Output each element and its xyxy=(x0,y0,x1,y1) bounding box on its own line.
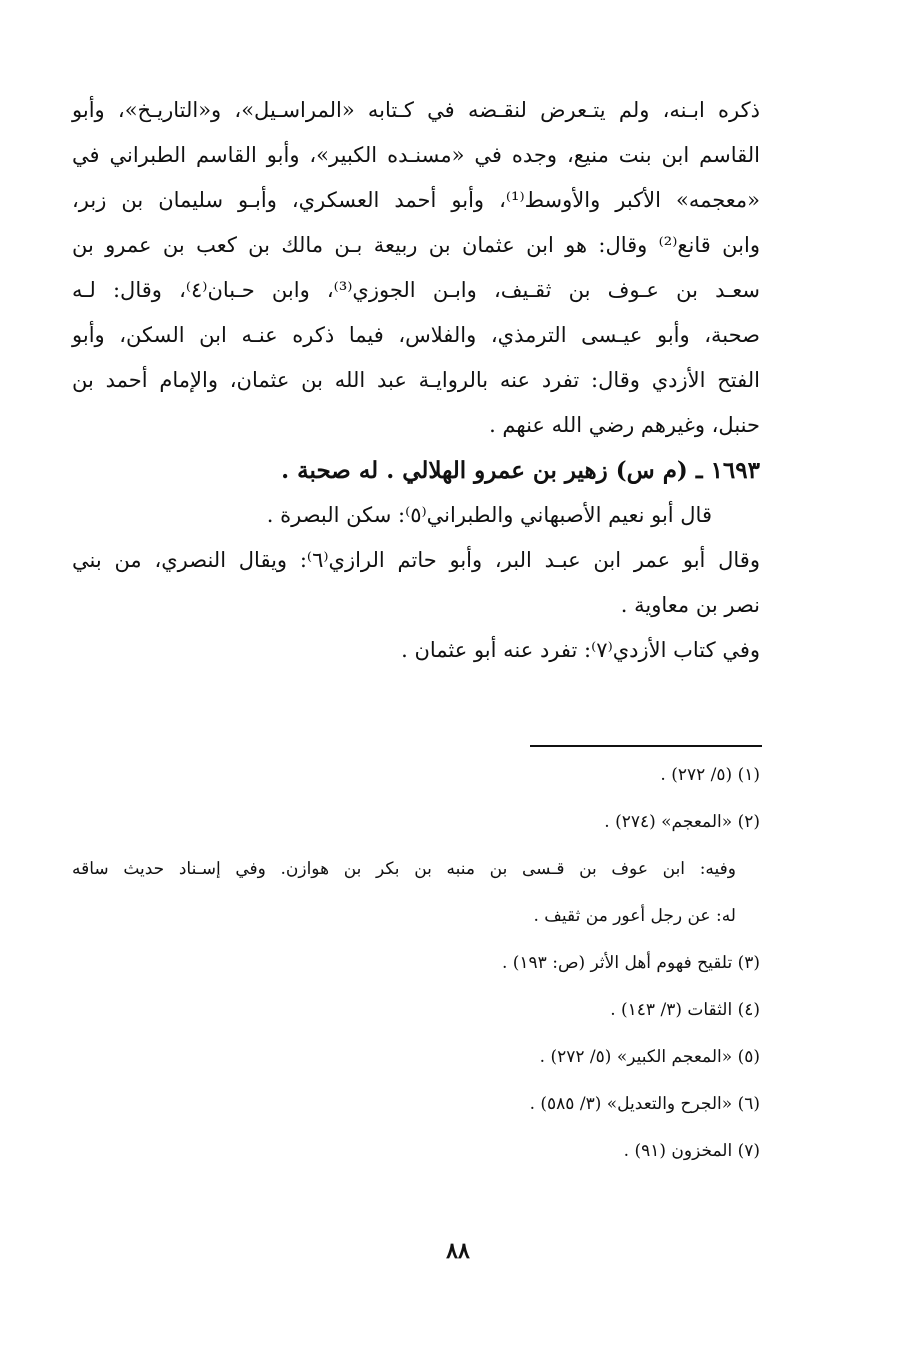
text-line: القاسم ابن بنت منيع، وجده في «مسنـده الكبير»، وأبو القاسم الطبراني في xyxy=(72,143,760,167)
page-number: ٨٨ xyxy=(446,1238,470,1264)
footnote-continuation: وفيه: ابن عوف بن قـسى بن منبه بن بكر بن هوازن. وفي إسـناد حديث ساقه xyxy=(72,859,736,879)
footnote: (٥) «المعجم الكبير» (٥/ ٢٧٢) . xyxy=(539,1047,760,1067)
text-line: الفتح الأزدي وقال: تفرد عنه بالروايـة عبد الله بن عثمان، والإمام أحمد بن xyxy=(72,368,760,392)
footnote-continuation: له: عن رجل أعور من ثقيف . xyxy=(533,906,736,926)
footnote: (٣) تلقيح فهوم أهل الأثر (ص: ١٩٣) . xyxy=(501,953,760,973)
entry-text-line: قال أبو نعيم الأصبهاني والطبراني⁽٥⁾: سكن البصرة . xyxy=(266,503,712,527)
entry-text-line: نصر بن معاوية . xyxy=(620,593,760,617)
footnote-separator xyxy=(530,745,762,747)
footnote: (٢) «المعجم» (٢٧٤) . xyxy=(604,812,760,832)
main-text xyxy=(72,88,760,673)
text-line: سعـد بن عـوف بن ثقـيف، وابـن الجوزي⁽³⁾، وابن حـبان⁽٤⁾، وقال: لـه xyxy=(72,278,760,302)
text-line: صحبة، وأبو عيـسى الترمذي، والفلاس، فيما ذكره عنـه ابن السكن، وأبو xyxy=(72,323,760,347)
entry-text-line: وقال أبو عمر ابن عبـد البر، وأبو حاتم الرازي⁽٦⁾: ويقال النصري، من بني xyxy=(72,548,760,572)
entry-text-line: وفي كتاب الأزدي⁽٧⁾: تفرد عنه أبو عثمان . xyxy=(401,638,760,662)
footnote: (٤) الثقات (٣/ ١٤٣) . xyxy=(610,1000,760,1020)
footnote: (٧) المخزون (٩١) . xyxy=(623,1141,760,1161)
entry-heading: ١٦٩٣ ـ (م س) زهير بن عمرو الهلالي . له صحبة . xyxy=(281,457,760,484)
text-line: ذكره ابـنه، ولم يتـعرض لنقـضه في كـتابه «المراسـيل»، و«التاريـخ»، وأبو xyxy=(72,98,760,122)
text-line: «معجمه» الأكبر والأوسط⁽¹⁾، وأبو أحمد العسكري، وأبـو سليمان بن زبر، xyxy=(72,188,761,212)
text-line: حنبل، وغيرهم رضي الله عنهم . xyxy=(489,413,760,437)
footnotes xyxy=(72,752,760,1175)
footnote: (١) (٥/ ٢٧٢) . xyxy=(660,765,760,785)
footnote: (٦) «الجرح والتعديل» (٣/ ٥٨٥) . xyxy=(529,1094,760,1114)
text-line: وابن قانع⁽²⁾ وقال: هو ابن عثمان بن ربيعة بـن مالك بن كعب بن عمرو بن xyxy=(72,233,760,257)
